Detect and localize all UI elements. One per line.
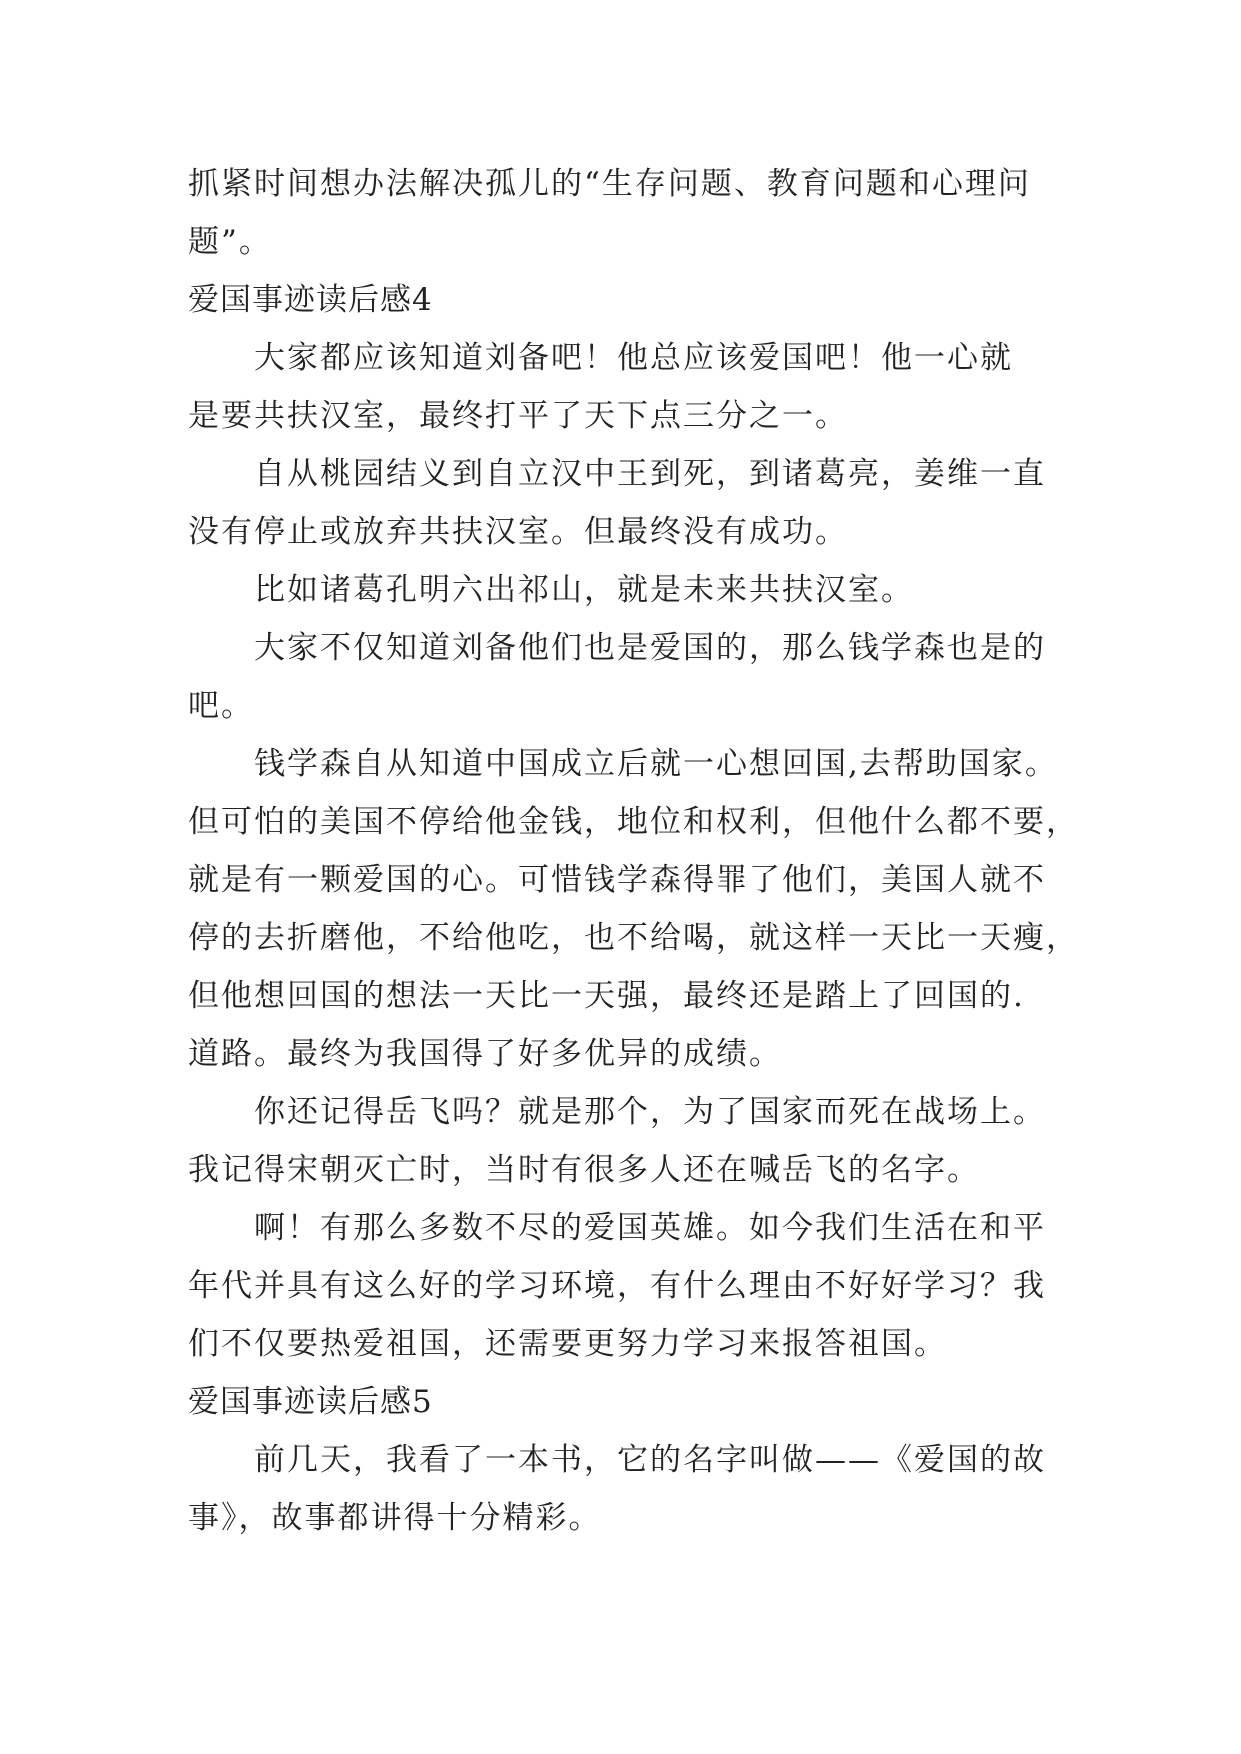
text-line: 但可怕的美国不停给他金钱，地位和权利，但他什么都不要，: [188, 804, 1079, 840]
text-line: 你还记得岳飞吗？就是那个，为了国家而死在战场上。: [254, 1094, 1046, 1130]
text-line: 比如诸葛孔明六出祁山，就是未来共扶汉室。: [254, 572, 914, 608]
text-line: 吧。: [188, 688, 254, 724]
text-line: 钱学森自从知道中国成立后就一心想回国,去帮助国家。: [254, 746, 1058, 782]
text-line: 自从桃园结义到自立汉中王到死，到诸葛亮，姜维一直: [254, 456, 1046, 492]
text-line: 大家不仅知道刘备他们也是爱国的，那么钱学森也是的: [254, 630, 1046, 666]
section-heading: 爱国事迹读后感5: [188, 1384, 433, 1420]
text-line: 抓紧时间想办法解决孤儿的“生存问题、教育问题和心理问: [188, 166, 1031, 202]
text-line: 没有停止或放弃共扶汉室。但最终没有成功。: [188, 514, 848, 550]
section-heading: 爱国事迹读后感4: [188, 282, 433, 318]
text-line: 年代并具有这么好的学习环境，有什么理由不好好学习？我: [188, 1268, 1046, 1304]
text-line: 啊！有那么多数不尽的爱国英雄。如今我们生活在和平: [254, 1210, 1046, 1246]
text-line: 就是有一颗爱国的心。可惜钱学森得罪了他们，美国人就不: [188, 862, 1046, 898]
text-line: 是要共扶汉室，最终打平了天下点三分之一。: [188, 398, 848, 434]
text-line: 题”。: [188, 224, 272, 260]
text-line: 事》，故事都讲得十分精彩。: [188, 1500, 602, 1536]
document-body: [188, 155, 1079, 1547]
text-line: 但他想回国的想法一天比一天强，最终还是踏上了回国的.: [188, 978, 1025, 1014]
text-line: 前几天，我看了一本书，它的名字叫做——《爱国的故: [254, 1442, 1046, 1478]
text-line: 我记得宋朝灭亡时，当时有很多人还在喊岳飞的名字。: [188, 1152, 980, 1188]
text-line: 们不仅要热爱祖国，还需要更努力学习来报答祖国。: [188, 1326, 947, 1362]
text-line: 停的去折磨他，不给他吃，也不给喝，就这样一天比一天瘦，: [188, 920, 1079, 956]
text-line: 道路。最终为我国得了好多优异的成绩。: [188, 1036, 782, 1072]
text-line: 大家都应该知道刘备吧！他总应该爱国吧！他一心就: [254, 340, 1013, 376]
